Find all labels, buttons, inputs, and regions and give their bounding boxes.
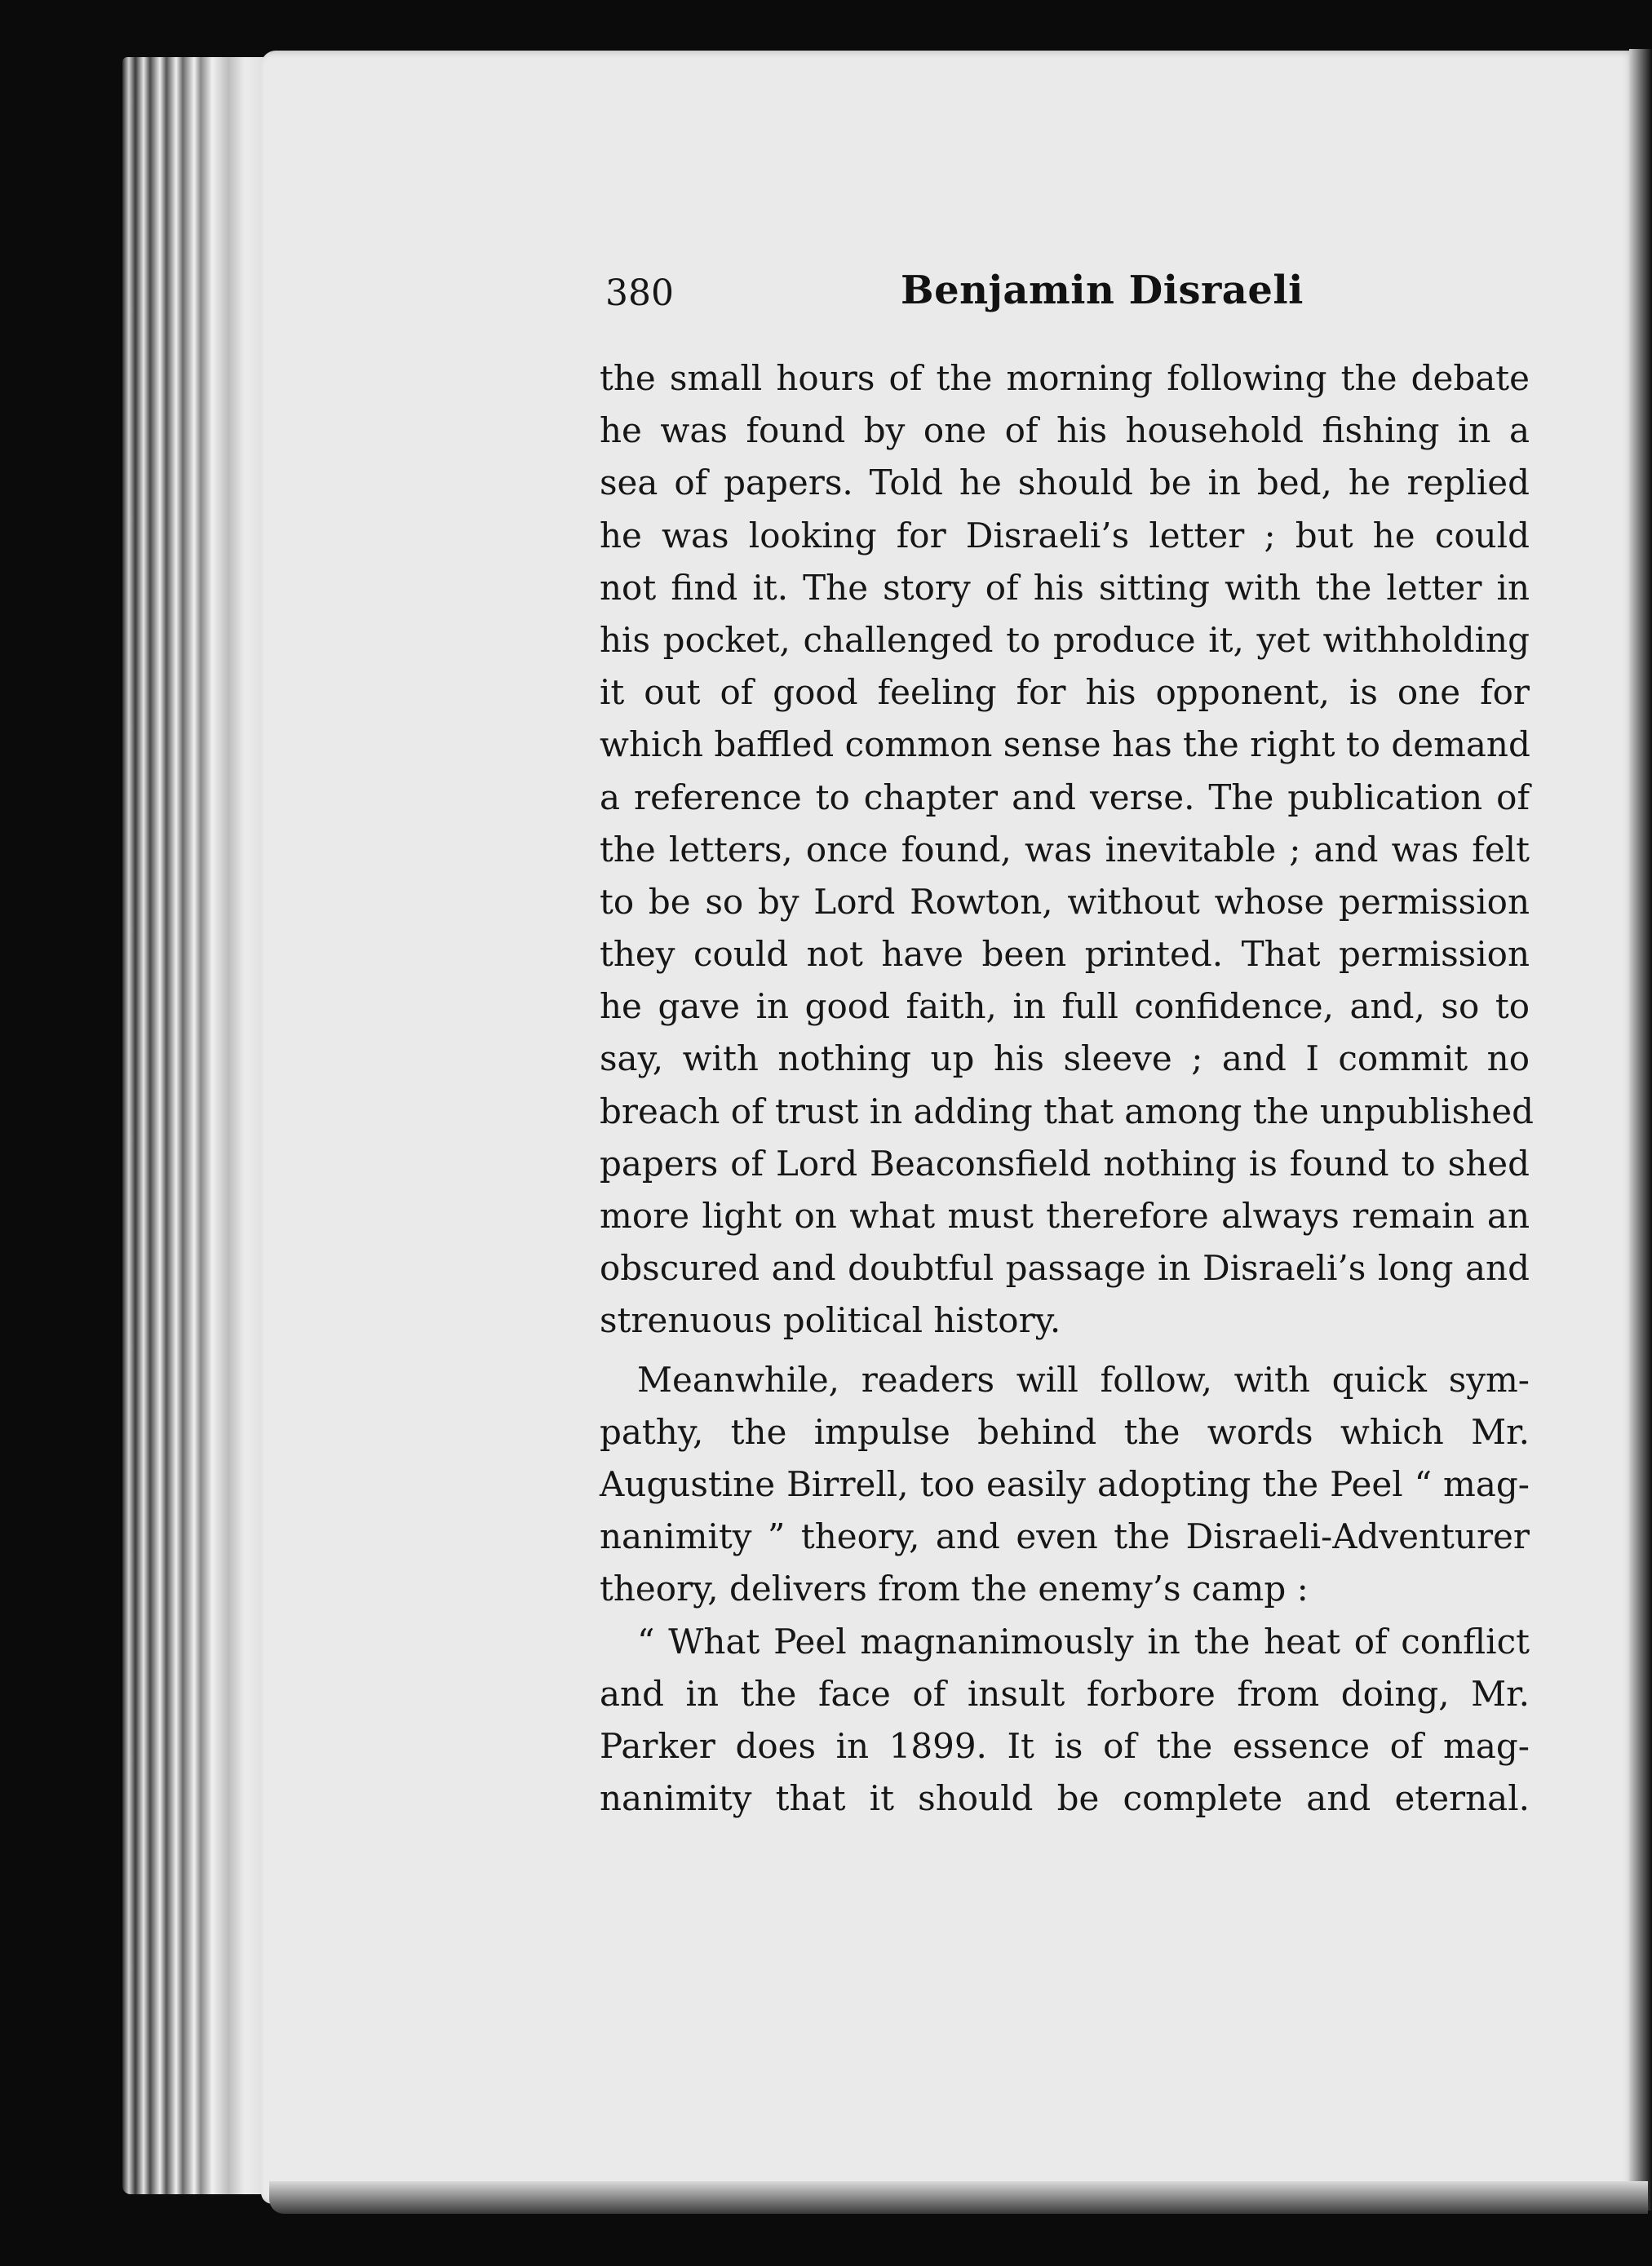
bottom-page-edge — [269, 2181, 1648, 2214]
page-body — [600, 352, 1535, 1825]
right-page-edge — [1629, 49, 1652, 2211]
text-line: his pocket, challenged to produce it, yet withholding — [600, 619, 1530, 660]
text-line: he was found by one of his household fishing in a — [600, 410, 1530, 451]
quotation — [600, 1616, 1530, 1826]
text-line: which baffled common sense has the right to demand — [600, 724, 1530, 765]
text-line: obscured and doubtful passage in Disraeli’s long and — [600, 1248, 1530, 1289]
text-line: papers of Lord Beaconsfield nothing is found to shed — [600, 1143, 1530, 1184]
running-head: Benjamin Disraeli — [901, 268, 1304, 313]
text-line: more light on what must therefore always remain an — [600, 1196, 1530, 1236]
text-line: he was looking for Disraeli’s letter ; but he could — [600, 515, 1530, 555]
text-line: they could not have been printed. That permission — [600, 934, 1530, 975]
text-line: sea of papers. Told he should be in bed, he replied — [600, 462, 1530, 503]
text-line: nanimity ” theory, and even the Disraeli-Adventurer — [600, 1516, 1530, 1557]
text-line: the small hours of the morning following the debate — [600, 358, 1530, 398]
text-line: nanimity that it should be complete and eternal. — [600, 1778, 1530, 1819]
text-line: to be so by Lord Rowton, without whose permission — [600, 881, 1530, 922]
page-number: 380 — [605, 272, 674, 314]
text-line: he gave in good faith, in full confidence, and, so to — [600, 986, 1530, 1027]
text-line: Meanwhile, readers will follow, with quick sym- — [637, 1359, 1530, 1400]
text-line: not find it. The story of his sitting with the letter in — [600, 567, 1530, 608]
text-line: Parker does in 1899. It is of the essence of mag- — [600, 1725, 1530, 1766]
paragraph-1 — [600, 352, 1535, 1348]
page-header — [605, 268, 1503, 333]
text-line: a reference to chapter and verse. The publication of — [600, 777, 1530, 817]
text-line: “ What Peel magnanimously in the heat of conflict — [637, 1621, 1530, 1662]
text-line: the letters, once found, was inevitable ; and was felt — [600, 829, 1530, 870]
text-line: it out of good feeling for his opponent, is one for — [600, 672, 1530, 713]
text-line: Augustine Birrell, too easily adopting the Peel “ mag- — [600, 1463, 1530, 1504]
text-line: theory, delivers from the enemy’s camp : — [600, 1569, 1309, 1609]
text-line: strenuous political history. — [600, 1300, 1061, 1341]
text-line: pathy, the impulse behind the words which Mr. — [600, 1411, 1530, 1452]
paragraph-2 — [600, 1354, 1530, 1616]
text-line: say, with nothing up his sleeve ; and I commit no — [600, 1038, 1530, 1079]
text-line: and in the face of insult forbore from doing, Mr. — [600, 1673, 1530, 1714]
text-line: breach of trust in adding that among the unpublished — [600, 1091, 1535, 1131]
